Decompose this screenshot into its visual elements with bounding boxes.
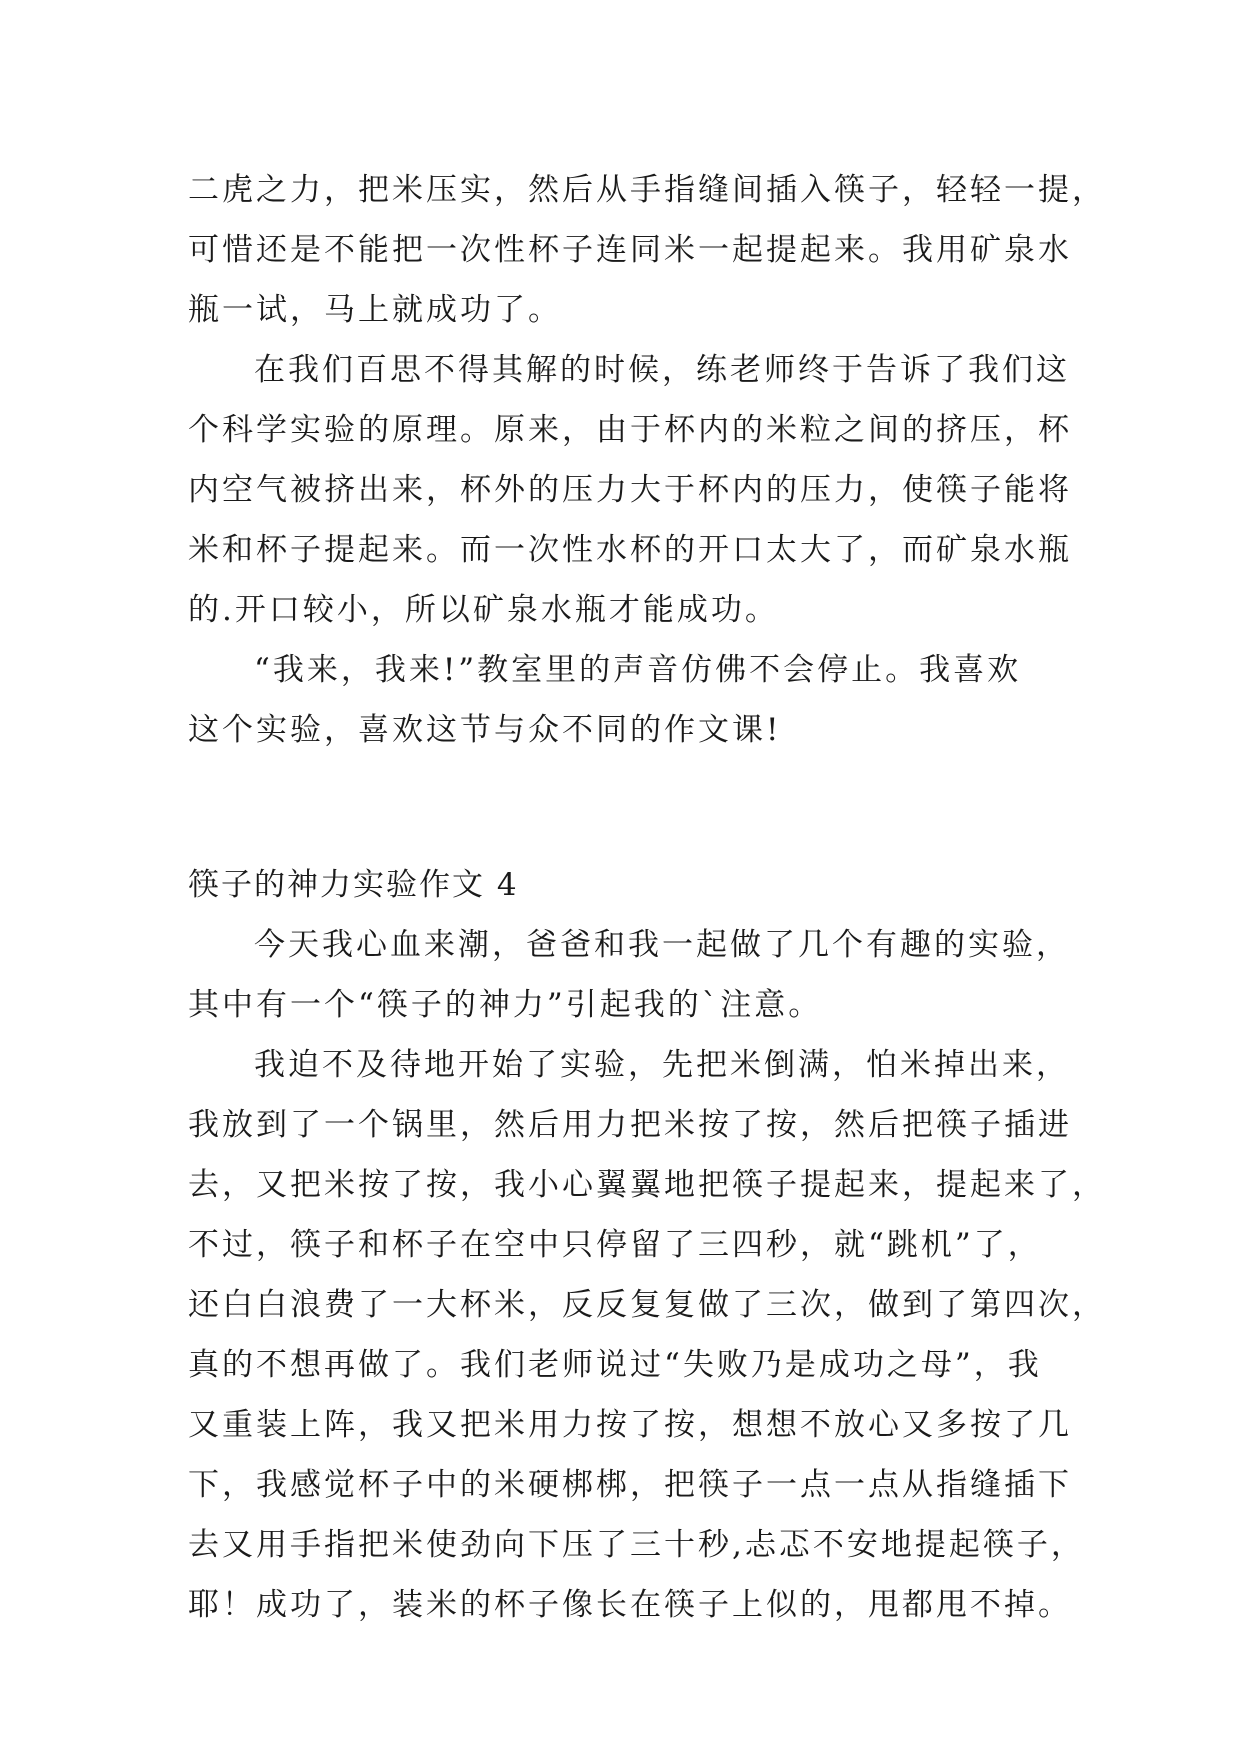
text-line: 耶！成功了，装米的杯子像长在筷子上似的，甩都甩不掉。 (188, 1587, 1072, 1623)
text-line: 又重装上阵，我又把米用力按了按，想想不放心又多按了几 (188, 1407, 1072, 1443)
text-line: 真的不想再做了。我们老师说过“失败乃是成功之母”，我 (188, 1347, 1042, 1383)
text-line: 去又用手指把米使劲向下压了三十秒,忐忑不安地提起筷子， (188, 1527, 1085, 1563)
text-line: 个科学实验的原理。原来，由于杯内的米粒之间的挤压，杯 (188, 412, 1072, 448)
paragraph-4 (188, 915, 1088, 1035)
text-line: 今天我心血来潮，爸爸和我一起做了几个有趣的实验， (254, 927, 1070, 963)
text-line: 我放到了一个锅里，然后用力把米按了按，然后把筷子插进 (188, 1107, 1072, 1143)
text-line: 的.开口较小，所以矿泉水瓶才能成功。 (188, 592, 779, 628)
document-body (188, 160, 1106, 1635)
text-line: 瓶一试，马上就成功了。 (188, 292, 562, 328)
paragraph-5 (188, 1035, 1106, 1635)
text-line: 不过，筷子和杯子在空中只停留了三四秒，就“跳机”了， (188, 1227, 1042, 1263)
text-line: 米和杯子提起来。而一次性水杯的开口太大了，而矿泉水瓶 (188, 532, 1072, 568)
text-line: 可惜还是不能把一次性杯子连同米一起提起来。我用矿泉水 (188, 232, 1072, 268)
text-line: 下，我感觉杯子中的米硬梆梆，把筷子一点一点从指缝插下 (188, 1467, 1072, 1503)
section-title: 筷子的神力实验作文 4 (188, 867, 519, 903)
text-line: 去，又把米按了按，我小心翼翼地把筷子提起来，提起来了， (188, 1167, 1106, 1203)
text-line: 在我们百思不得其解的时候，练老师终于告诉了我们这 (254, 352, 1070, 388)
paragraph-3 (188, 640, 1088, 760)
text-line: 我迫不及待地开始了实验，先把米倒满，怕米掉出来， (254, 1047, 1070, 1083)
text-line: 这个实验，喜欢这节与众不同的作文课! (188, 712, 782, 748)
section-spacer (188, 760, 1088, 855)
text-line: 内空气被挤出来，杯外的压力大于杯内的压力，使筷子能将 (188, 472, 1072, 508)
text-line: 其中有一个“筷子的神力”引起我的`注意。 (188, 987, 823, 1023)
text-line: 还白白浪费了一大杯米，反反复复做了三次，做到了第四次， (188, 1287, 1106, 1323)
text-line: 二虎之力，把米压实，然后从手指缝间插入筷子，轻轻一提， (188, 172, 1106, 208)
paragraph-2 (188, 340, 1088, 640)
text-line: “我来，我来!”教室里的声音仿佛不会停止。我喜欢 (254, 652, 1022, 688)
paragraph-1 (188, 160, 1106, 340)
